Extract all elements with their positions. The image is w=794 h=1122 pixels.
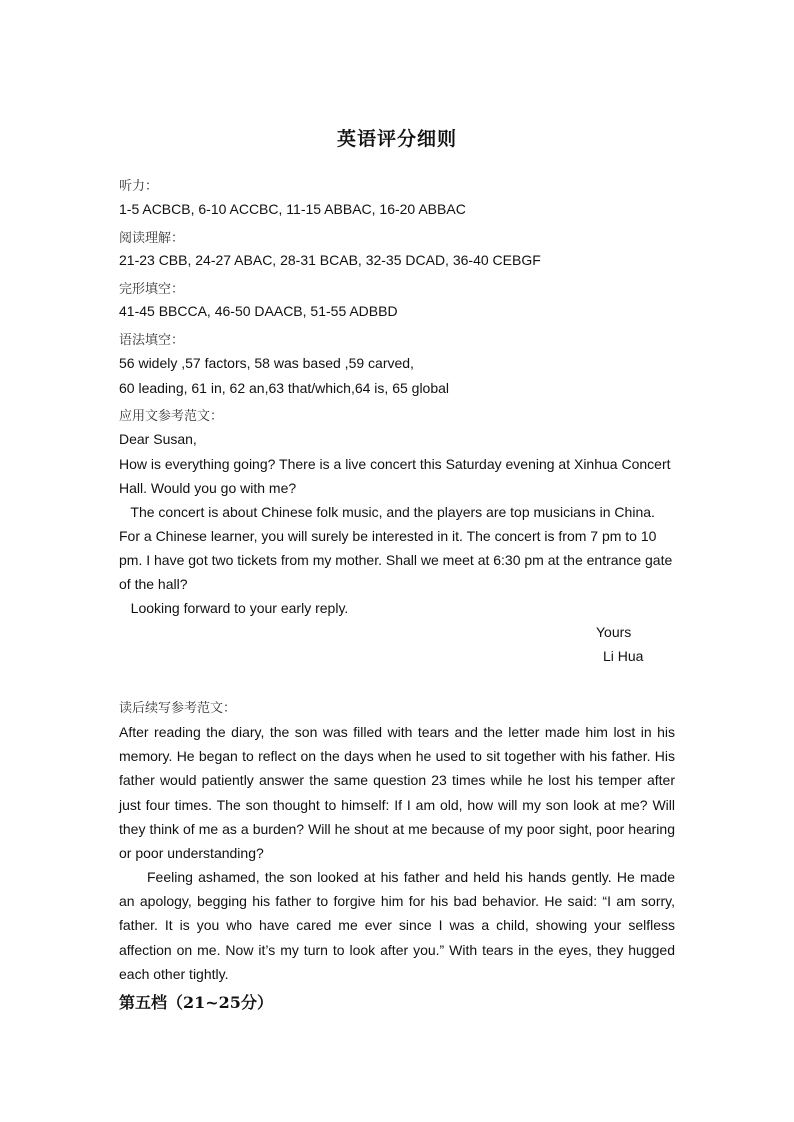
- letter-line: For a Chinese learner, you will surely be interested in it. The concert is from 7 pm to 10: [119, 528, 657, 544]
- reading-answers: 21-23 CBB, 24-27 ABAC, 28-31 BCAB, 32-35 DCAD, 36-40 CEBGF: [119, 252, 541, 268]
- grade-heading: 第五档（21~25分）: [119, 993, 273, 1012]
- listening-label: 听力：: [119, 179, 159, 194]
- letter-line: pm. I have got two tickets from my mother. Shall we meet at 6:30 pm at the entrance gate: [119, 552, 673, 568]
- letter-line: Hall. Would you go with me?: [119, 480, 297, 496]
- grammar-label: 语法填空：: [119, 333, 185, 348]
- letter-line: of the hall?: [119, 576, 188, 592]
- cloze-answers: 41-45 BBCCA, 46-50 DAACB, 51-55 ADBBD: [119, 303, 398, 319]
- letter-greeting: Dear Susan,: [119, 431, 197, 447]
- letter-line: Looking forward to your early reply.: [119, 600, 349, 616]
- letter-line: How is everything going? There is a live concert this Saturday evening at Xinhua Concert: [119, 456, 671, 472]
- listening-answers: 1-5 ACBCB, 6-10 ACCBC, 11-15 ABBAC, 16-20 ABBAC: [119, 201, 466, 217]
- cloze-label: 完形填空：: [119, 282, 185, 297]
- page-title: 英语评分细则: [336, 128, 457, 150]
- grammar-answers-line1: 56 widely ,57 factors, 58 was based ,59 carved,: [119, 355, 414, 371]
- letter-closing: Yours: [596, 624, 632, 640]
- continuation-writing-label: 读后续写参考范文：: [119, 701, 237, 716]
- practical-writing-label: 应用文参考范文：: [119, 409, 224, 424]
- grammar-answers-line2: 60 leading, 61 in, 62 an,63 that/which,64 is, 65 global: [119, 380, 450, 396]
- continuation-paragraph-2: Feeling ashamed, the son looked at his father and held his hands gently. He made an apology, begging his father to forgive him for his bad behavior. He said: “I am sorry, father. It is you who have cared me ever since I was a child, showing your selfless affection on me. Now it’s my turn to look after you.” With tears in the eyes, they hugged each other tightly.: [119, 869, 675, 982]
- letter-signature: Li Hua: [603, 648, 644, 664]
- continuation-paragraph-1: After reading the diary, the son was filled with tears and the letter made him lost in his memory. He began to reflect on the days when he used to sit together with his father. His father would patiently answer the same question 23 times while he lost his temper after just four times. The son thought to himself: If I am old, how will my son look at me? Will they think of me as a burden? Will he shout at me because of my poor sight, poor hearing or poor understanding?: [119, 724, 675, 862]
- letter-line: The concert is about Chinese folk music, and the players are top musicians in China.: [119, 504, 655, 520]
- reading-label: 阅读理解：: [119, 231, 185, 246]
